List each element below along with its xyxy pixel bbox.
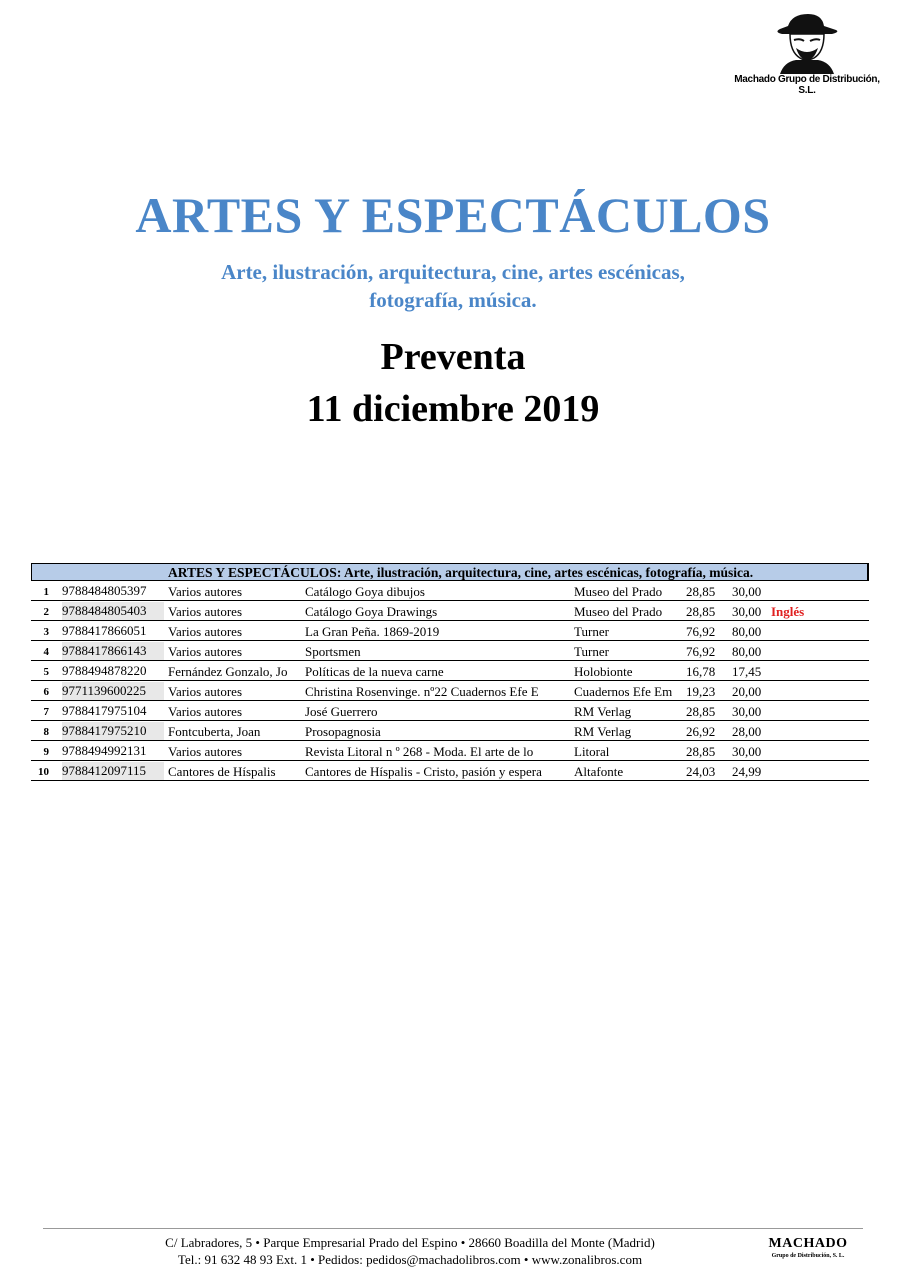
cell-isbn: 9788494992131 <box>62 743 147 758</box>
cell-editorial: Museo del Prado <box>574 604 663 619</box>
cell-autor: Varios autores <box>168 744 243 759</box>
cell-editorial: Cuadernos Efe Em <box>574 684 673 699</box>
cell-isbn: 9788417975104 <box>62 703 147 718</box>
cell-editorial: Museo del Prado <box>574 584 663 599</box>
cell-isbn: 9788484805403 <box>62 602 164 620</box>
cell-p2: 17,45 <box>732 664 762 679</box>
cell-p1: 26,92 <box>686 724 716 739</box>
cell-titulo: Políticas de la nueva carne <box>305 664 444 679</box>
cell-n: 10 <box>38 766 49 778</box>
preventa-date: 11 diciembre 2019 <box>306 388 600 430</box>
cell-p2: 30,00 <box>732 604 762 619</box>
cell-p1: 24,03 <box>686 764 716 779</box>
cell-n: 4 <box>43 646 49 658</box>
cell-p1: 28,85 <box>686 584 716 599</box>
table-row <box>31 661 869 681</box>
cell-isbn: 9788417866051 <box>62 623 147 638</box>
cell-p1: 28,85 <box>686 604 716 619</box>
cell-titulo: La Gran Peña. 1869-2019 <box>305 624 440 639</box>
table-heading-text: ARTES Y ESPECTÁCULOS: Arte, ilustración, arquitectura, cine, artes escénicas, fotografía, música. <box>168 565 754 580</box>
cell-n: 2 <box>43 606 49 618</box>
cell-titulo: Cantores de Híspalis - Cristo, pasión y espera <box>305 764 542 779</box>
cell-titulo: Christina Rosenvinge. nº22 Cuadernos Efe E <box>305 684 539 699</box>
cell-editorial: Turner <box>574 644 609 659</box>
cell-isbn: 9788412097115 <box>62 762 164 780</box>
cell-titulo: Sportsmen <box>305 644 361 659</box>
table-row <box>31 701 869 721</box>
cell-n: 5 <box>43 666 49 678</box>
table-row <box>31 761 869 781</box>
logo-text: Machado Grupo de Distribución, S.L. <box>734 74 880 96</box>
cell-nota: Inglés <box>771 604 805 619</box>
cell-isbn: 9788494878220 <box>62 663 147 678</box>
cell-p2: 20,00 <box>732 684 762 699</box>
cell-isbn: 9788417975210 <box>62 722 164 740</box>
cell-p1: 76,92 <box>686 624 716 639</box>
cell-p2: 30,00 <box>732 744 762 759</box>
footer-brand-name: MACHADO <box>768 1236 848 1251</box>
cell-n: 7 <box>43 706 49 718</box>
cell-titulo: Catálogo Goya dibujos <box>305 584 425 599</box>
hat-figure-icon <box>770 12 842 74</box>
footer-address-line: C/ Labradores, 5 • Parque Empresarial Prado del Espino • 28660 Boadilla del Monte (Madrid) <box>165 1235 655 1250</box>
cell-p2: 80,00 <box>732 624 762 639</box>
table-row <box>31 741 869 761</box>
cell-p2: 30,00 <box>732 704 762 719</box>
cell-n: 3 <box>43 626 49 638</box>
table-row <box>31 641 869 661</box>
cell-p1: 28,85 <box>686 744 716 759</box>
cell-autor: Varios autores <box>168 624 243 639</box>
cell-autor: Fontcuberta, Joan <box>168 724 261 739</box>
table-row <box>31 601 869 621</box>
cell-isbn: 9788417866143 <box>62 642 164 660</box>
cell-p2: 24,99 <box>732 764 762 779</box>
cell-isbn: 9771139600225 <box>62 682 164 700</box>
cell-isbn: 9788484805397 <box>62 583 147 598</box>
cell-editorial: Altafonte <box>574 764 624 779</box>
table-row <box>31 721 869 741</box>
cell-autor: Varios autores <box>168 704 243 719</box>
table-row <box>31 621 869 641</box>
cell-editorial: RM Verlag <box>574 704 632 719</box>
cell-titulo: Catálogo Goya Drawings <box>305 604 438 619</box>
cell-titulo: Prosopagnosia <box>305 724 381 739</box>
cell-autor: Varios autores <box>168 604 243 619</box>
cell-editorial: Holobionte <box>574 664 633 679</box>
cell-n: 9 <box>43 746 49 758</box>
footer-divider <box>43 1228 863 1229</box>
cell-autor: Cantores de Híspalis <box>168 764 276 779</box>
page-subtitle <box>0 258 906 314</box>
cell-p1: 19,23 <box>686 684 716 699</box>
cell-p2: 28,00 <box>732 724 762 739</box>
table-row <box>31 681 869 701</box>
footer-contact-line: Tel.: 91 632 48 93 Ext. 1 • Pedidos: pedidos@machadolibros.com • www.zonalibros.com <box>177 1252 643 1267</box>
table-body <box>31 581 869 781</box>
footer-address <box>60 1234 760 1268</box>
cell-autor: Fernández Gonzalo, Jo <box>168 664 288 679</box>
subtitle-line-1: Arte, ilustración, arquitectura, cine, artes escénicas, <box>221 260 685 284</box>
cell-p1: 76,92 <box>686 644 716 659</box>
table-row <box>31 581 869 601</box>
cell-autor: Varios autores <box>168 584 243 599</box>
cell-p2: 80,00 <box>732 644 762 659</box>
table-heading <box>31 563 869 581</box>
cell-n: 8 <box>43 726 49 738</box>
cell-editorial: RM Verlag <box>574 724 632 739</box>
cell-n: 1 <box>43 586 49 598</box>
subtitle-line-2: fotografía, música. <box>369 288 537 312</box>
preventa-heading: Preventa <box>380 336 526 378</box>
cell-p1: 28,85 <box>686 704 716 719</box>
cell-titulo: José Guerrero <box>305 704 378 719</box>
cell-editorial: Litoral <box>574 744 610 759</box>
company-logo <box>732 12 882 96</box>
cell-autor: Varios autores <box>168 684 243 699</box>
cell-p2: 30,00 <box>732 584 762 599</box>
cell-titulo: Revista Litoral n º 268 - Moda. El arte de lo <box>305 744 534 759</box>
footer-brand-subtitle: Grupo de Distribución, S. L. <box>771 1253 845 1259</box>
book-table <box>31 563 869 781</box>
cell-p1: 16,78 <box>686 664 716 679</box>
cell-n: 6 <box>43 686 49 698</box>
page-title: ARTES Y ESPECTÁCULOS <box>135 187 771 243</box>
footer-brand <box>756 1236 860 1259</box>
cell-editorial: Turner <box>574 624 609 639</box>
cell-autor: Varios autores <box>168 644 243 659</box>
